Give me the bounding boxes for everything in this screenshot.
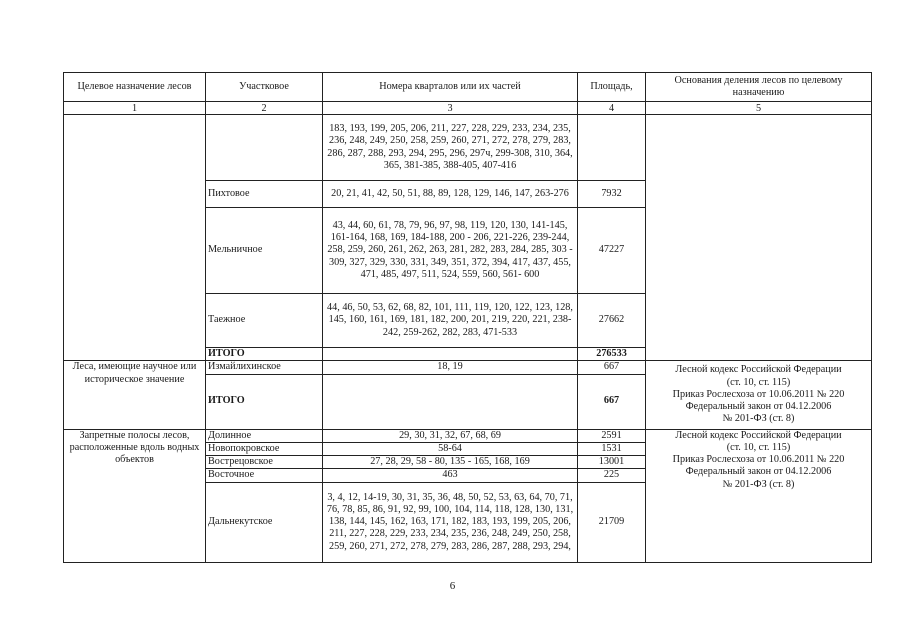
uchastok-cell: Новопокровское: [206, 442, 323, 455]
uchastok-cell-empty: [206, 115, 323, 181]
area-cell: 7932: [578, 181, 646, 208]
basis-line: Лесной кодекс Российской Федерации: [675, 364, 842, 376]
total-label: ИТОГО: [206, 348, 323, 361]
quarters-cell: 43, 44, 60, 61, 78, 79, 96, 97, 98, 119, 120, 130, 141-145, 161-164, 168, 169, 184-188, 200 - 206, 221-226, 239-244, 258, 259, 260, 261, 262, 263, 281, 282, 283, 284, 285, 303 - 309, 327, 329, 330, 331, 349, 351, 372, 394, 417, 437, 455, 471, 485, 497, 511, 524, 559, 560, 561- 600: [323, 208, 578, 294]
column-number-row: [64, 102, 872, 115]
area-cell: 667: [578, 361, 646, 374]
uchastok-cell: Вострецовское: [206, 456, 323, 469]
table-row: [64, 361, 872, 374]
column-number: 2: [206, 102, 323, 115]
uchastok-cell: Таежное: [206, 294, 323, 348]
quarters-cell: 20, 21, 41, 42, 50, 51, 88, 89, 128, 129, 146, 147, 263-276: [323, 181, 578, 208]
table-header-row: [64, 73, 872, 102]
uchastok-cell: Долинное: [206, 429, 323, 442]
basis-cell-empty: [646, 115, 872, 361]
area-cell: 1531: [578, 442, 646, 455]
quarters-cell: 58-64: [323, 442, 578, 455]
basis-line: Федеральный закон от 04.12.2006: [685, 401, 832, 413]
basis-cell: [646, 361, 872, 429]
basis-line: Федеральный закон от 04.12.2006: [685, 466, 832, 478]
uchastok-cell: Пихтовое: [206, 181, 323, 208]
area-cell-empty: [578, 115, 646, 181]
quarters-cell: 29, 30, 31, 32, 67, 68, 69: [323, 429, 578, 442]
basis-line: Приказ Рослесхоза от 10.06.2011 № 220: [672, 388, 845, 400]
column-number: 5: [646, 102, 872, 115]
column-number: 4: [578, 102, 646, 115]
quarters-cell: 463: [323, 469, 578, 482]
basis-line: № 201-ФЗ (ст. 8): [722, 478, 795, 490]
table-row: [64, 429, 872, 442]
page-number: 6: [449, 580, 456, 592]
total-area: 667: [578, 374, 646, 429]
header-quarters: Номера кварталов или их частей: [323, 73, 578, 102]
quarters-cell: 3, 4, 12, 14-19, 30, 31, 35, 36, 48, 50, 52, 53, 63, 64, 70, 71, 76, 78, 85, 86, 91, 92, 99, 100, 104, 114, 118, 128, 130, 131, 138, 144, 145, 162, 163, 171, 182, 183, 193, 199, 205, 206, 211, 227, 228, 229, 233, 234, 235, 236, 248, 249, 250, 258, 259, 260, 271, 272, 278, 279, 283, 286, 287, 288, 293, 294,: [323, 482, 578, 562]
area-cell: 2591: [578, 429, 646, 442]
basis-cell: [646, 429, 872, 562]
quarters-cell: 183, 193, 199, 205, 206, 211, 227, 228, 229, 233, 234, 235, 236, 248, 249, 250, 258, 259, 260, 271, 272, 278, 279, 283, 286, 287, 288, 293, 294, 295, 296, 297ч, 299-308, 310, 364, 365, 381-385, 388-405, 407-416: [323, 115, 578, 181]
forest-purpose-table: [63, 72, 872, 563]
uchastok-cell: Измайлихинское: [206, 361, 323, 374]
area-cell: 47227: [578, 208, 646, 294]
column-number: 1: [64, 102, 206, 115]
quarters-cell-empty: [323, 374, 578, 429]
basis-line: № 201-ФЗ (ст. 8): [722, 413, 795, 425]
basis-line: Лесной кодекс Российской Федерации: [675, 429, 842, 441]
area-cell: 21709: [578, 482, 646, 562]
quarters-cell: 27, 28, 29, 58 - 80, 135 - 165, 168, 169: [323, 456, 578, 469]
column-number: 3: [323, 102, 578, 115]
total-label: ИТОГО: [206, 374, 323, 429]
uchastok-cell: Мельничное: [206, 208, 323, 294]
area-cell: 225: [578, 469, 646, 482]
basis-line: Приказ Рослесхоза от 10.06.2011 № 220: [672, 454, 845, 466]
header-area: Площадь,: [578, 73, 646, 102]
uchastok-cell: Восточное: [206, 469, 323, 482]
purpose-cell-empty: [64, 115, 206, 361]
quarters-cell: 44, 46, 50, 53, 62, 68, 82, 101, 111, 119, 120, 122, 123, 128, 145, 160, 161, 169, 181, 182, 200, 201, 219, 220, 221, 238-242, 259-262, 282, 283, 471-533: [323, 294, 578, 348]
header-basis: Основания деления лесов по целевому назначению: [646, 73, 872, 102]
header-purpose: Целевое назначение лесов: [64, 73, 206, 102]
basis-line: (ст. 10, ст. 115): [726, 376, 791, 388]
quarters-cell-empty: [323, 348, 578, 361]
total-area: 276533: [578, 348, 646, 361]
table-row: [64, 115, 872, 181]
basis-line: (ст. 10, ст. 115): [726, 441, 791, 453]
purpose-cell: Запретные полосы лесов, расположенные вдоль водных объектов: [64, 429, 206, 562]
area-cell: 27662: [578, 294, 646, 348]
purpose-cell: Леса, имеющие научное или историческое значение: [64, 361, 206, 429]
header-uchastok: Участковое: [206, 73, 323, 102]
area-cell: 13001: [578, 456, 646, 469]
quarters-cell: 18, 19: [323, 361, 578, 374]
uchastok-cell: Дальнекутское: [206, 482, 323, 562]
